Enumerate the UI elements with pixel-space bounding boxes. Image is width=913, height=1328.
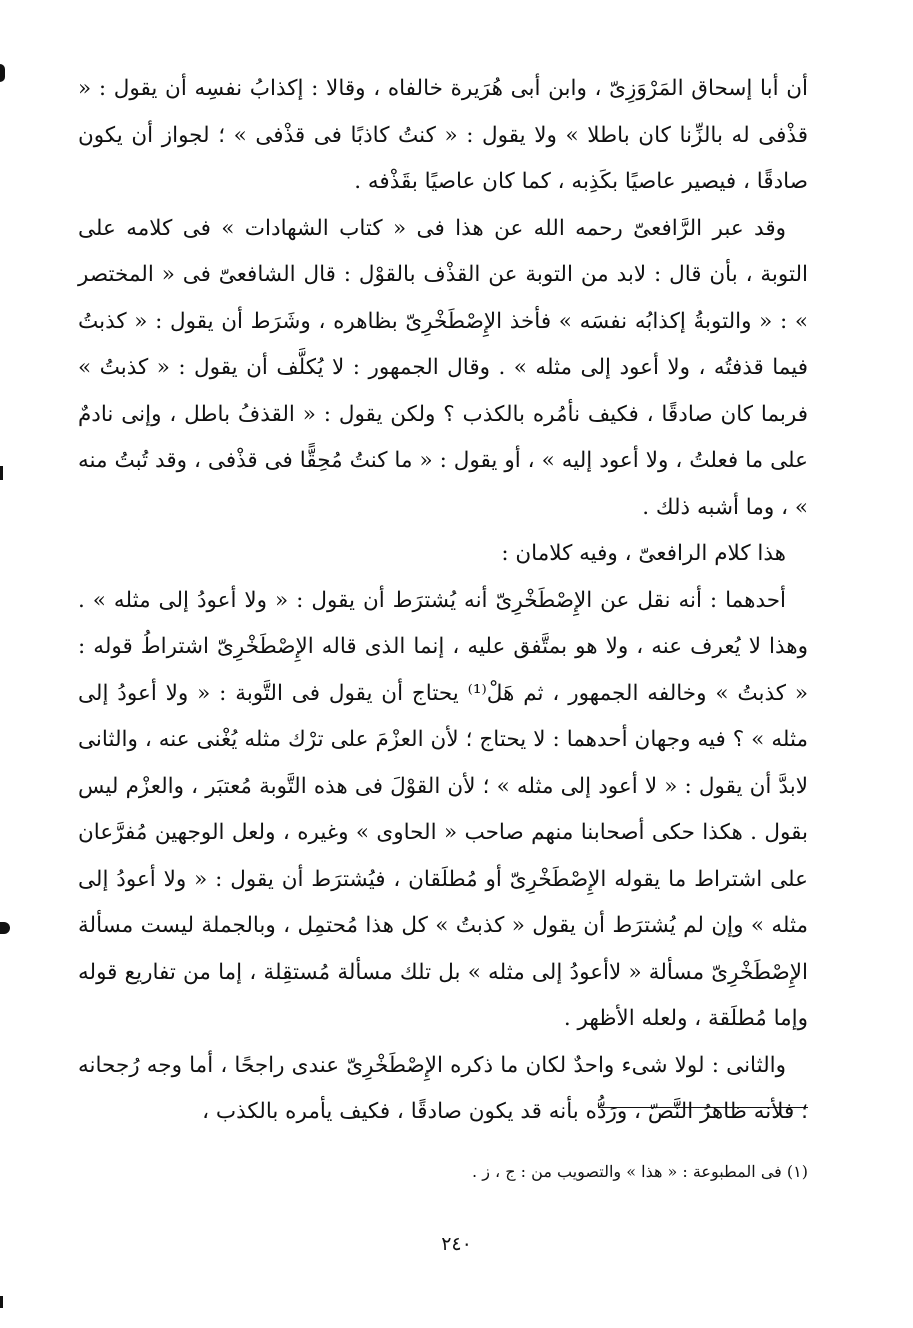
footnote-separator xyxy=(598,1107,808,1108)
scan-edge-mark-lower xyxy=(0,922,10,934)
main-text xyxy=(78,66,808,1136)
scan-edge-mark-bottom xyxy=(0,1296,3,1308)
footnote: (١) فى المطبوعة : « هذا » والتصويب من : ج ، ز . xyxy=(472,1162,808,1181)
scan-edge-mark-middle xyxy=(0,466,3,480)
paragraph-5: والثانى : لولا شىء واحدٌ لكان ما ذكره الإِصْطَخْرِىّ عندى راجحًا ، أما وجه رُجحانه ؛ فلأنه ظاهرُ النَّصّ ، ورَدُّه بأنه قد يكون صادقًا ، فكيف يأمره بالكذب ، xyxy=(78,1052,808,1124)
page-number: ٢٤٠ xyxy=(441,1233,472,1255)
paragraph-4: أحدهما : أنه نقل عن الإِصْطَخْرِىّ أنه يُشترَط أن يقول : « ولا أعودُ إلى مثله » . وهذا لا يُعرف عنه ، ولا هو بمتَّفق عليه ، إنما الذى قاله الإِصْطَخْرِىّ اشتراطُ قوله : « كذبتُ » وخالفه الجمهور ، ثم هَلْ⁽¹⁾ يحتاج أن يقول فى التَّوبة : « ولا أعودُ إلى مثله » ؟ فيه وجهان أحدهما : لا يحتاج ؛ لأن العزْمَ على ترْك مثله يُغْنى عنه ، والثانى لابدَّ أن يقول : « لا أعود إلى مثله » ؛ لأن القوْلَ فى هذه التَّوبة مُعتبَر ، والعزْم ليس بقول . هكذا حكى أصحابنا منهم صاحب « الحاوى » وغيره ، ولعل الوجهين مُفرَّعان على اشتراط ما يقوله الإِصْطَخْرِىّ أو مُطلَقان ، فيُشترَط أن يقول : « ولا أعودُ إلى مثله » وإن لم يُشترَط أن يقول « كذبتُ » كل هذا مُحتمِل ، وبالجملة ليست مسألة الإِصْطَخْرِىّ مسألة « لاأعودُ إلى مثله » بل تلك مسألة مُستقِلة ، إما من تفاريع قوله وإما مُطلَقة ، ولعله الأظهر . xyxy=(78,587,808,1031)
paragraph-3: هذا كلام الرافعىّ ، وفيه كلامان : xyxy=(501,541,786,566)
paragraph-1: أن أبا إسحاق المَرْوَزِىّ ، وابن أبى هُرَيرة خالفاه ، وقالا : إكذابُ نفسِه أن يقول : « قذْفى له بالزِّنا كان باطلا » ولا يقول : « كنتُ كاذبًا فى قذْفى » ؛ لجواز أن يكون صادقًا ، فيصير عاصيًا بكَذِبه ، كما كان عاصيًا بقَذْفه . xyxy=(78,76,808,194)
scan-edge-mark-top xyxy=(0,64,5,82)
paragraph-2: وقد عبر الرَّافعىّ رحمه الله عن هذا فى « كتاب الشهادات » فى كلامه على التوبة ، بأن قال : لابد من التوبة عن القذْف بالقوْل : قال الشافعىّ فى « المختصر » : « والتوبةُ إكذابُه نفسَه » فأخذ الإِصْطَخْرِىّ بظاهره ، وشَرَط أن يقول : « كذبتُ فيما قذفتُه ، ولا أعود إلى مثله » . وقال الجمهور : لا يُكلَّف أن يقول : « كذبتُ » فربما كان صادقًا ، فكيف نأمُره بالكذب ؟ ولكن يقول : « القذفُ باطل ، وإنى نادمٌ على ما فعلتُ ، ولا أعود إليه » ، أو يقول : « ما كنتُ مُحِقًّا فى قذْفى ، وقد تُبتُ منه » ، وما أشبه ذلك . xyxy=(78,215,808,520)
